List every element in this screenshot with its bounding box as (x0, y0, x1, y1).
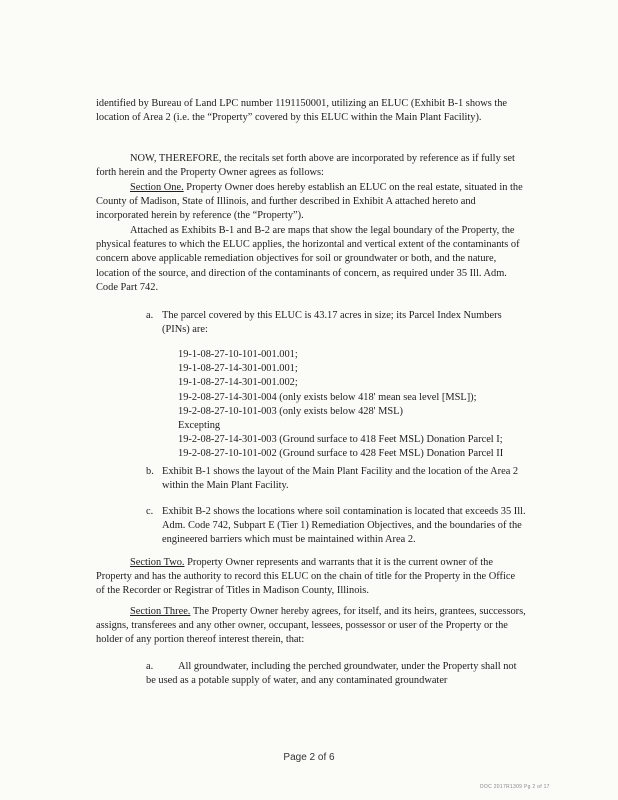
pin-item: 19-1-08-27-10-101-001.001; (178, 349, 298, 360)
section-one-heading: Section One. (130, 182, 184, 193)
pin-item: 19-2-08-27-14-301-003 (Ground surface to 418 Feet MSL) Donation Parcel I; (178, 434, 503, 446)
item-a-text: The parcel covered by this ELUC is 43.17 acres in size; its Parcel Index Numbers (PINs) are: (162, 310, 502, 336)
pin-item: 19-2-08-27-10-101-003 (only exists below 428' MSL) (178, 405, 403, 417)
section-two-text: Property Owner represents and warrants that it is the current owner of the Property and has the authority to record this ELUC on the chain of title for the Property in the Office of the Recorder or Registrar of Titles in Madison County, Illinois. (96, 557, 516, 597)
section-one-text: Property Owner does hereby establish an ELUC on the real estate, situated in the County of Madison, State of Illinois, and further described in Exhibit A attached hereto and incorporated herein by reference (the “Property”). (96, 182, 523, 222)
item-s3a-label: a. (146, 661, 154, 672)
item-a-label: a. (146, 310, 154, 321)
section-two-heading: Section Two. (130, 557, 185, 568)
item-c-label: c. (146, 506, 154, 517)
pin-item: 19-2-08-27-10-101-002 (Ground surface to 428 Feet MSL) Donation Parcel II (178, 448, 504, 460)
pin-item: 19-1-08-27-14-301-001.002; (178, 377, 298, 389)
section-three-heading: Section Three. (130, 606, 191, 617)
exhibits-paragraph: Attached as Exhibits B-1 and B-2 are maps that show the legal boundary of the Property, the physical features to which the ELUC applies, the horizontal and vertical extent of the contaminants of concern above applicable remediation objectives for soil or groundwater or both, and the nature, location of the source, and direction of the contaminants of concern, as required under 35 Ill. Adm. Code Part 742. (96, 225, 520, 293)
item-c-text: Exhibit B-2 shows the locations where soil contamination is located that exceeds 35 Ill. Adm. Code 742, Subpart E (Tier 1) Remediation Objectives, and the boundaries of the engineered barriers which must be maintained within Area 2. (162, 506, 526, 546)
now-therefore-paragraph: NOW, THEREFORE, the recitals set forth above are incorporated by reference as if fully set forth herein and the Property Owner agrees as follows: (96, 153, 515, 179)
item-b-text: Exhibit B-1 shows the layout of the Main Plant Facility and the location of the Area 2 within the Main Plant Facility. (162, 466, 519, 492)
item-b-label: b. (146, 466, 154, 477)
section-three-paragraph (96, 605, 526, 648)
pin-item: 19-1-08-27-14-301-001.001; (178, 363, 298, 375)
intro-paragraph: identified by Bureau of Land LPC number 1191150001, utilizing an ELUC (Exhibit B-1 shows the location of Area 2 (i.e. the “Property” covered by this ELUC within the Main Plant Facility). (96, 98, 508, 124)
page-number-footer: Page 2 of 6 (283, 752, 335, 763)
pin-item: Excepting (178, 420, 221, 432)
item-s3a-text: All groundwater, including the perched groundwater, under the Property shall not be used as a potable supply of water, and any contaminated groundwater (146, 661, 517, 687)
section-two-paragraph (96, 556, 526, 599)
section-three-text: The Property Owner hereby agrees, for itself, and its heirs, grantees, successors, assigns, transferees and any other owner, occupant, lessees, possessor or user of the Property or the holder of any portion thereof interest therein, that: (96, 606, 526, 646)
pin-list (178, 348, 503, 462)
recording-stamp: DOC 2017R1309 Pg 2 of 17 (480, 784, 550, 790)
section-one-paragraph (96, 181, 526, 224)
pin-item: 19-2-08-27-14-301-004 (only exists below 418' mean sea level [MSL]); (178, 391, 477, 403)
